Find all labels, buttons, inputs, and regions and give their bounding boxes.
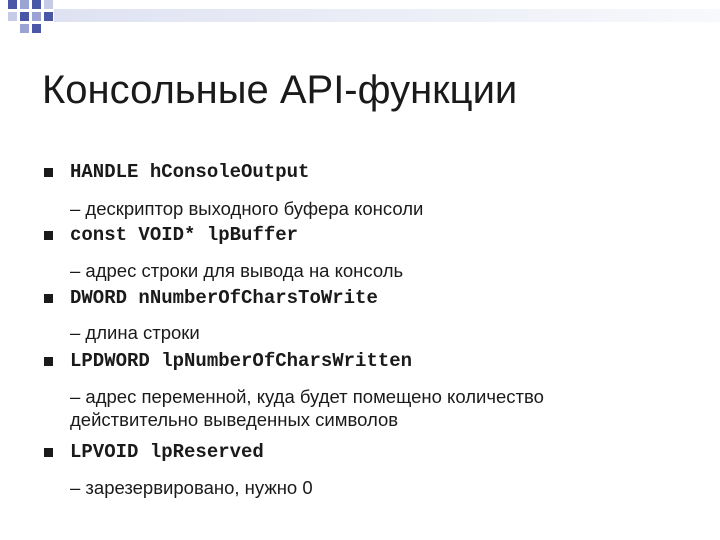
param-code: DWORD nNumberOfCharsToWrite — [70, 287, 378, 309]
decor-square — [32, 12, 41, 21]
param-code: LPDWORD lpNumberOfCharsWritten — [70, 350, 413, 372]
param-description: – зарезервировано, нужно 0 — [70, 477, 313, 498]
param-code: HANDLE hConsoleOutput — [70, 161, 310, 183]
decor-square — [20, 0, 29, 9]
header-decoration — [0, 0, 720, 34]
bullet-square-icon — [44, 168, 53, 177]
decor-square — [32, 0, 41, 9]
decor-square — [44, 12, 53, 21]
bullet-square-icon — [44, 231, 53, 240]
decor-square — [8, 12, 17, 21]
param-code: LPVOID lpReserved — [70, 441, 264, 463]
decor-square — [44, 0, 53, 9]
param-description: – адрес переменной, куда будет помещено количество действительно выведенных символов — [70, 386, 544, 430]
param-code: const VOID* lpBuffer — [70, 224, 299, 246]
decor-square — [32, 24, 41, 33]
decor-square — [20, 12, 29, 21]
param-description: – дескриптор выходного буфера консоли — [70, 198, 424, 219]
bullet-square-icon — [44, 294, 53, 303]
slide-title: Консольные API-функции — [42, 68, 518, 112]
bullet-square-icon — [44, 357, 53, 366]
decor-square — [20, 24, 29, 33]
decor-band — [54, 9, 720, 22]
param-description: – адрес строки для вывода на консоль — [70, 260, 404, 281]
bullet-square-icon — [44, 448, 53, 457]
decor-square — [8, 0, 17, 9]
param-description: – длина строки — [70, 322, 200, 343]
